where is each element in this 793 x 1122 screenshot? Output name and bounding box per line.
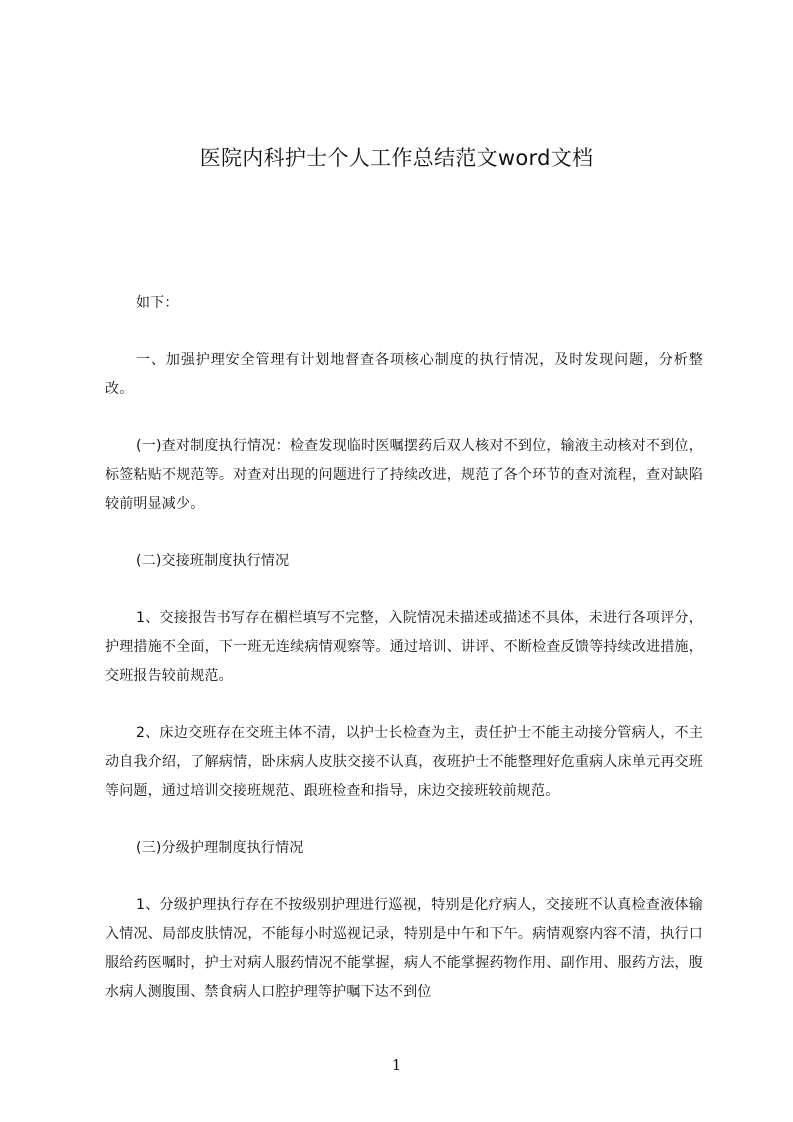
paragraph-grading-heading: (三)分级护理制度执行情况 [136, 840, 304, 856]
paragraph-check-system: (一)查对制度执行情况：检查发现临时医嘱摆药后双人核对不到位，输液主动核对不到位，标签粘贴不规范等。对查对出现的问题进行了持续改进，规范了各个环节的查对流程，查对缺陷较前明显减少。 [105, 438, 703, 512]
paragraph-grading-1: 1、分级护理执行存在不按级别护理进行巡视，特别是化疗病人，交接班不认真检查液体输入情况、局部皮肤情况，不能每小时巡视记录，特别是中午和下午。病情观察内容不清，执行口服给药医嘱时，护士对病人服药情况不能掌握，病人不能掌握药物作用、副作用、服药方法，腹水病人测腹围、禁食病人口腔护理等护嘱下达不到位 [105, 897, 703, 1000]
document-body [105, 289, 703, 1035]
paragraph-handover-1: 1、交接报告书写存在楣栏填写不完整，入院情况未描述或描述不具体，未进行各项评分，护理措施不全面，下一班无连续病情观察等。通过培训、讲评、不断检查反馈等持续改进措施，交班报告较前规范。 [105, 610, 703, 684]
paragraph-handover-heading: (二)交接班制度执行情况 [136, 553, 290, 569]
paragraph-intro: 如下： [136, 295, 179, 311]
document-title: 医院内科护士个人工作总结范文word文档 [199, 146, 594, 170]
paragraph-section-1: 一、加强护理安全管理有计划地督查各项核心制度的执行情况，及时发现问题，分析整改。 [105, 352, 703, 397]
page-number: 1 [391, 1056, 402, 1074]
paragraph-handover-2: 2、床边交班存在交班主体不清，以护士长检查为主，责任护士不能主动接分管病人，不主动自我介绍，了解病情，卧床病人皮肤交接不认真，夜班护士不能整理好危重病人床单元再交班等问题，通过培训交接班规范、跟班检查和指导，床边交接班较前规范。 [105, 725, 703, 799]
